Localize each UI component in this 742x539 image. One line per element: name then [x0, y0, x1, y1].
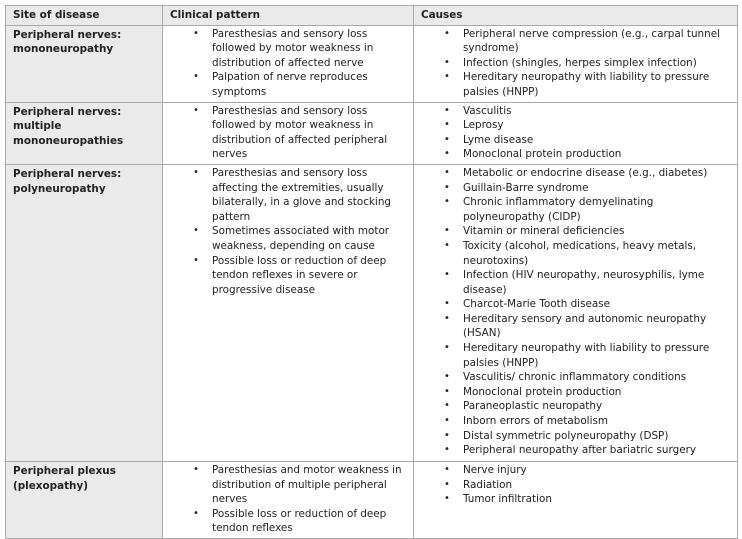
site-cell: Peripheral plexus (plexopathy) [6, 461, 163, 538]
list-item: • Nerve injury [414, 463, 737, 478]
header-pattern: Clinical pattern [163, 6, 414, 26]
list-item: • Palpation of nerve reproduces symptoms [163, 70, 413, 99]
list-item: • Monoclonal protein production [414, 147, 737, 162]
pattern-list [163, 166, 413, 297]
causes-cell [414, 25, 738, 102]
pattern-list [163, 104, 413, 162]
list-item: • Radiation [414, 478, 737, 493]
list-item: • Sometimes associated with motor weakness, depending on cause [163, 224, 413, 253]
site-cell: Peripheral nerves: multiple mononeuropathies [6, 102, 163, 164]
header-causes: Causes [414, 6, 738, 26]
list-item: • Vitamin or mineral deficiencies [414, 224, 737, 239]
list-item: • Peripheral nerve compression (e.g., carpal tunnel syndrome) [414, 27, 737, 56]
causes-cell [414, 461, 738, 538]
list-item: • Chronic inflammatory demyelinating polyneuropathy (CIDP) [414, 195, 737, 224]
list-item: • Possible loss or reduction of deep tendon reflexes in severe or progressive disease [163, 254, 413, 298]
list-item: • Peripheral neuropathy after bariatric surgery [414, 443, 737, 458]
header-row [6, 6, 738, 26]
list-item: • Toxicity (alcohol, medications, heavy metals, neurotoxins) [414, 239, 737, 268]
causes-list [414, 104, 737, 162]
pattern-cell [163, 25, 414, 102]
list-item: • Paresthesias and motor weakness in distribution of multiple peripheral nerves [163, 463, 413, 507]
list-item: • Infection (shingles, herpes simplex infection) [414, 56, 737, 71]
table-row [6, 25, 738, 102]
list-item: • Infection (HIV neuropathy, neurosyphilis, lyme disease) [414, 268, 737, 297]
list-item: • Paraneoplastic neuropathy [414, 399, 737, 414]
table-row [6, 164, 738, 461]
causes-cell [414, 102, 738, 164]
list-item: • Lyme disease [414, 133, 737, 148]
table-row [6, 461, 738, 538]
list-item: • Leprosy [414, 118, 737, 133]
pattern-cell [163, 164, 414, 461]
list-item: • Hereditary neuropathy with liability to pressure palsies (HNPP) [414, 70, 737, 99]
list-item: • Hereditary neuropathy with liability to pressure palsies (HNPP) [414, 341, 737, 370]
pattern-cell [163, 102, 414, 164]
list-item: • Hereditary sensory and autonomic neuropathy (HSAN) [414, 312, 737, 341]
pattern-list [163, 27, 413, 100]
header-site: Site of disease [6, 6, 163, 26]
list-item: • Tumor infiltration [414, 492, 737, 507]
list-item: • Vasculitis [414, 104, 737, 119]
causes-list [414, 166, 737, 458]
site-cell: Peripheral nerves: mononeuropathy [6, 25, 163, 102]
list-item: • Inborn errors of metabolism [414, 414, 737, 429]
list-item: • Guillain-Barre syndrome [414, 181, 737, 196]
list-item: • Distal symmetric polyneuropathy (DSP) [414, 429, 737, 444]
causes-cell [414, 164, 738, 461]
disease-table [5, 5, 738, 539]
pattern-cell [163, 461, 414, 538]
site-cell: Peripheral nerves: polyneuropathy [6, 164, 163, 461]
list-item: • Vasculitis/ chronic inflammatory conditions [414, 370, 737, 385]
causes-list [414, 27, 737, 100]
list-item: • Paresthesias and sensory loss followed by motor weakness in distribution of affected nerve [163, 27, 413, 71]
pattern-list [163, 463, 413, 536]
list-item: • Paresthesias and sensory loss affecting the extremities, usually bilaterally, in a glove and stocking pattern [163, 166, 413, 224]
list-item: • Possible loss or reduction of deep tendon reflexes [163, 507, 413, 536]
list-item: • Paresthesias and sensory loss followed by motor weakness in distribution of affected peripheral nerves [163, 104, 413, 162]
list-item: • Charcot-Marie Tooth disease [414, 297, 737, 312]
causes-list [414, 463, 737, 507]
list-item: • Monoclonal protein production [414, 385, 737, 400]
table-row [6, 102, 738, 164]
list-item: • Metabolic or endocrine disease (e.g., diabetes) [414, 166, 737, 181]
